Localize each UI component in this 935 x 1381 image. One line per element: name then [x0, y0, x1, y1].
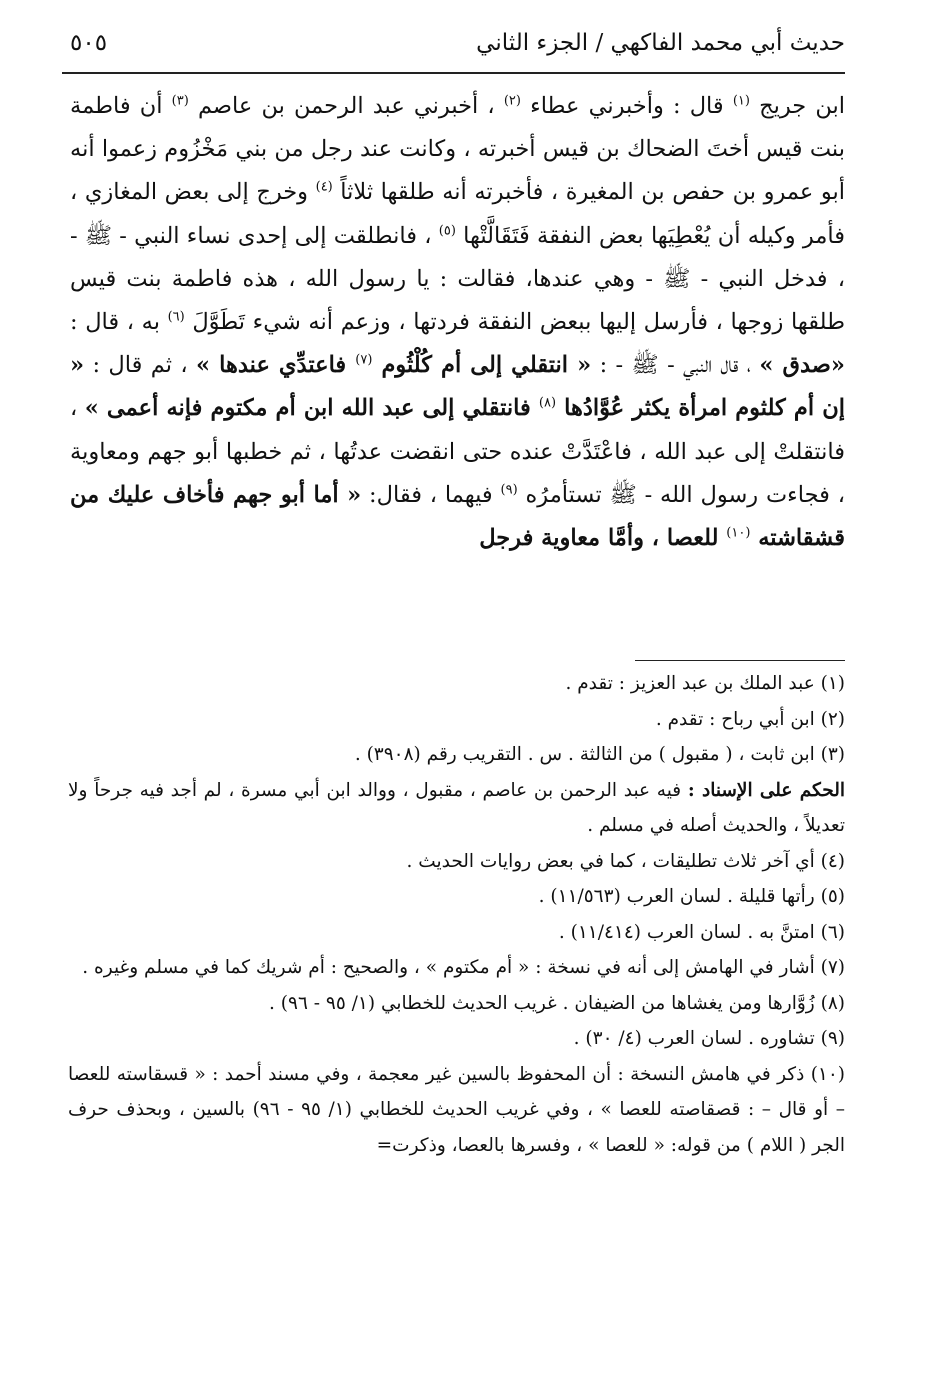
text-run: به ، قال : — [70, 309, 168, 336]
footnote-ref-1: (١) — [732, 93, 750, 109]
running-header — [62, 28, 845, 74]
footnote-ref-4: (٤) — [315, 179, 333, 195]
footnote-4: (٤) أي آخر ثلاث تطليقات ، كما في بعض روايات الحديث . — [406, 850, 845, 872]
isnad-ruling-label: الحكم على الإسناد : — [687, 779, 845, 801]
isnad-ruling-text: فيه عبد الرحمن بن عاصم ، مقبول ، ووالد ابن أبي مسرة ، لم أجد فيه جرحاً ولا تعديلاً ، والحديث أصله في مسلم . — [68, 779, 845, 836]
footnotes — [68, 666, 845, 1163]
footnote-ref-10: (١٠) — [726, 525, 751, 541]
footnote-2: (٢) ابن أبي رباح : تقدم . — [655, 708, 845, 730]
prophet-quote: للعصا ، وأمَّا معاوية فرجل — [479, 525, 727, 552]
footnote-6: (٦) امتنَّ به . لسان العرب (١١/٤١٤) . — [558, 921, 845, 943]
footnote-7: (٧) أشار في الهامش إلى أنه في نسخة : « أم مكتوم » ، والصحيح : أم شريك كما في مسلم وغيره . — [82, 957, 845, 978]
main-text — [70, 85, 845, 560]
page-number: ٥٠٥ — [70, 30, 108, 56]
footnote-ref-6: (٦) — [167, 309, 185, 325]
text-run: وخرج إلى بعض المغازي ، فأمر وكيله أن يُعْطِيَها بعض النفقة فَتَقَالَّتْها — [70, 179, 845, 249]
footnote-8: (٨) زُوَّارها ومن يغشاها من الضيفان . غريب الحديث للخطابي (١/ ٩٥ - ٩٦) . — [269, 992, 845, 1014]
text-run: ، ثم قال : — [84, 352, 196, 379]
prophet-quote: فانتقلي إلى عبد الله ابن أم مكتوم فإنه أعمى » — [84, 395, 539, 422]
text-run: ابن جريج — [749, 93, 845, 119]
footnote-ref-2: (٢) — [503, 93, 521, 109]
prophet-quote: فاعتدِّي عندها » — [196, 352, 356, 379]
text-run: ، أخبرني عبد الرحمن بن عاصم — [188, 93, 504, 119]
footnote-ref-3: (٣) — [171, 93, 189, 109]
footnote-ref-7: (٧) — [355, 352, 373, 368]
prophet-quote: « إن أم كلثوم امرأة يكثر عُوَّادُها — [70, 352, 845, 422]
footnote-ref-8: (٨) — [538, 395, 557, 411]
footnote-5: (٥) رأتها قليلة . لسان العرب (١١/٥٦٣) . — [538, 886, 845, 907]
footnote-divider — [635, 660, 845, 661]
footnote-ref-5: (٥) — [438, 223, 456, 239]
prophet-quote: «صدق » — [759, 352, 845, 379]
text-run: ، قال النبي - ﷺ - : — [591, 352, 760, 379]
text-run: قال : وأخبرني عطاء — [520, 93, 733, 119]
prophet-quote: « انتقلي إلى أم كُلْثُوم — [372, 352, 592, 379]
text-run: فيهما ، فقال: — [361, 481, 501, 508]
text-run: ، فانتقلتْ إلى عبد الله ، فاعْتَدَّتْ عنده حتى انقضت عدتُها ، ثم خطبها أبو جهم ومعاوية ، فجاءت رسول الله - ﷺ تستأمرُه — [70, 395, 845, 508]
footnote-9: (٩) تشاوره . لسان العرب (٤/ ٣٠) . — [573, 1028, 845, 1049]
footnote-ref-9: (٩) — [500, 482, 518, 498]
footnote-10: (١٠) ذكر في هامش النسخة : أن المحفوظ بالسين غير معجمة ، وفي مسند أحمد : « قسقاسته للعصا – أو قال – : قصقاصته للعصا » ، وفي غريب الحديث للخطابي (١/ ٩٥ - ٩٦) بالسين ، وبحذف حرف الجر ( اللام ) من قوله: « للعصا » ، وفسرها بالعصا، وذكرت= — [68, 1063, 845, 1156]
prophet-quote: « أما أبو جهم فأخاف عليك من قشقاشته — [70, 481, 845, 552]
footnote-1: (١) عبد الملك بن عبد العزيز : تقدم . — [565, 673, 845, 694]
hadith-paragraph — [70, 85, 845, 560]
header-title: حديث أبي محمد الفاكهي / الجزء الثاني — [476, 30, 845, 56]
text-run: ، فانطلقت إلى إحدى نساء النبي - ﷺ - ، فدخل النبي - ﷺ - وهي عندها، فقالت : يا رسول الله ، هذه فاطمة بنت قيس طلقها زوجها ، فأرسل إليها ببعض النفقة فردتها ، وزعم أنه شيء تَطَوَّلَ — [70, 222, 845, 336]
text-run: أن فاطمة بنت قيس أختَ الضحاك بن قيس أخبرته ، وكانت عند رجل من بني مَخْزُوم زعموا أنه أبو عمرو بن حفص بن المغيرة ، فأخبرته أنه طلقها ثلاثاً — [70, 93, 845, 206]
footnote-3: (٣) ابن ثابت ، ( مقبول ) من الثالثة . س . التقريب رقم (٣٩٠٨) . — [354, 744, 845, 765]
isnad-ruling — [68, 773, 845, 844]
